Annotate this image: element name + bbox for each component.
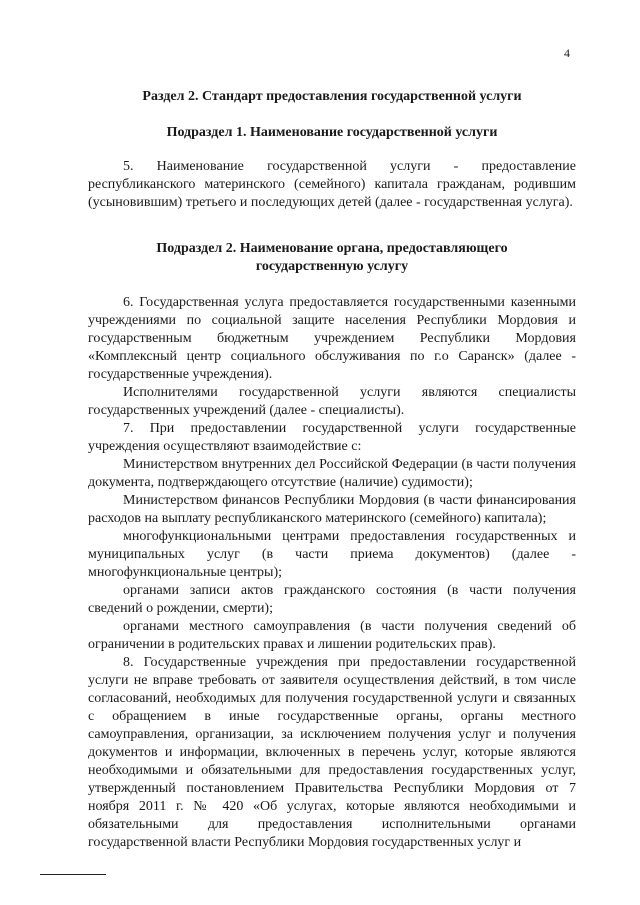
paragraph-6: 6. Государственная услуга предоставляется государственными казенными учреждениями по социальной защите населения Республики Мордовия и государственным бюджетным учреждением Республики Мордовия «Комплексный центр социального обслуживания по г.о Саранск» (далее - государственные учреждения). bbox=[88, 295, 576, 382]
paragraph-mfc: многофункциональными центрами предоставления государственных и муниципальных услуг (в части приема документов) (далее - многофункциональные центры); bbox=[88, 529, 576, 580]
paragraph-interior-ministry: Министерством внутренних дел Российской Федерации (в части получения документа, подтверждающего отсутствие (наличие) судимости); bbox=[88, 457, 576, 490]
subsection-2-body bbox=[88, 294, 576, 852]
paragraph-local-government: органами местного самоуправления (в части получения сведений об ограничении в родительских правах и лишении родительских прав). bbox=[88, 619, 576, 652]
subsection-2-title bbox=[88, 240, 576, 276]
paragraph-5: 5. Наименование государственной услуги - предоставление республиканского материнского (семейного) капитала гражданам, родившим (усыновившим) третьего и последующих детей (далее - государственная услуга). bbox=[88, 159, 576, 210]
paragraph-finance-ministry: Министерством финансов Республики Мордовия (в части финансирования расходов на выплату республиканского материнского (семейного) капитала); bbox=[88, 493, 576, 526]
paragraph-7: 7. При предоставлении государственной услуги государственные учреждения осуществляют взаимодействие с: bbox=[88, 421, 576, 454]
subsection-1-body bbox=[88, 158, 576, 212]
subsection-2-title-line-1: Подраздел 2. Наименование органа, предоставляющего bbox=[156, 241, 508, 256]
paragraph-civil-registry: органами записи актов гражданского состояния (в части получения сведений о рождении, смерти); bbox=[88, 583, 576, 616]
paragraph-8: 8. Государственные учреждения при предоставлении государственной услуги не вправе требовать от заявителя осуществления действий, в том числе согласований, необходимых для получения государственной услуги и связанных с обращением в иные государственные органы, органы местного самоуправления, организации, за исключением получения услуг и получения документов и информации, включенных в перечень услуг, которые являются необходимыми и обязательными для предоставления государственных услуг, утвержденный постановлением Правительства Республики Мордовия от 7 ноября 2011 г. № 420 «Об услугах, которые являются необходимыми и обязательными для предоставления исполнительными органами государственной власти Республики Мордовия государственных услуг и bbox=[88, 655, 576, 850]
subsection-2-title-line-2: государственную услугу bbox=[255, 259, 409, 274]
subsection-1-title: Подраздел 1. Наименование государственной услуги bbox=[166, 125, 498, 140]
paragraph-executors: Исполнителями государственной услуги являются специалисты государственных учреждений (далее - специалисты). bbox=[88, 385, 576, 418]
footnote-rule bbox=[40, 874, 106, 875]
page-number: 4 bbox=[564, 46, 570, 60]
section-title: Раздел 2. Стандарт предоставления государственной услуги bbox=[142, 89, 522, 104]
